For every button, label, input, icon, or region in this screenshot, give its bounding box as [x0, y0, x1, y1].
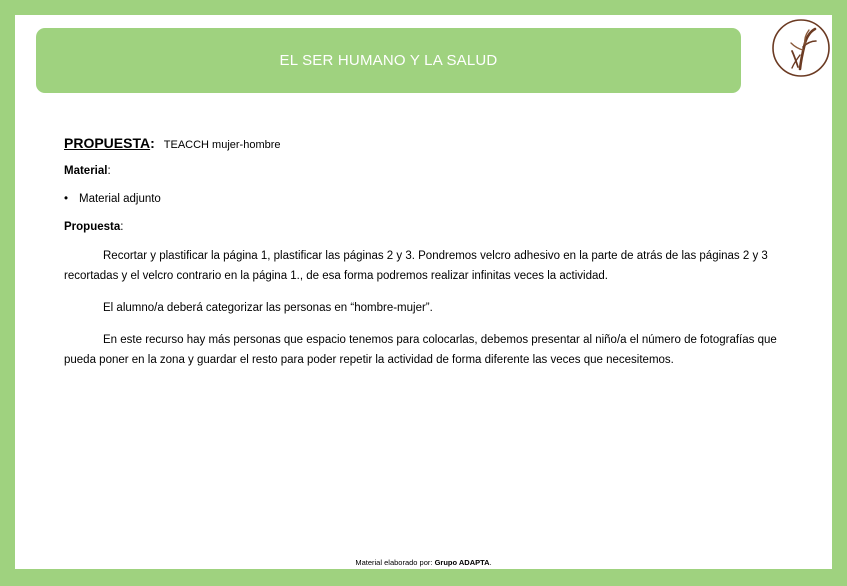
material-item: Material adjunto	[79, 193, 161, 205]
dancer-logo-icon	[770, 17, 832, 79]
footer-credit	[15, 558, 832, 567]
title-banner	[36, 28, 741, 93]
list-item	[64, 193, 804, 205]
document-body	[64, 135, 804, 370]
document-page	[15, 15, 832, 569]
material-label-colon: :	[107, 165, 111, 177]
instructions-label-colon: :	[120, 221, 124, 233]
proposal-heading-row	[64, 135, 804, 151]
bullet-icon: •	[64, 193, 69, 205]
instructions-label-row	[64, 221, 804, 233]
footer-suffix: .	[489, 558, 492, 567]
material-label-row	[64, 165, 804, 177]
instruction-paragraph-2: El alumno/a deberá categorizar las personas en “hombre-mujer”.	[103, 302, 433, 314]
proposal-heading: PROPUESTA	[64, 135, 151, 151]
instructions-label: Propuesta	[64, 221, 121, 233]
page-title: EL SER HUMANO Y LA SALUD	[279, 52, 498, 69]
instruction-paragraph-1: Recortar y plastificar la página 1, plastificar las páginas 2 y 3. Pondremos velcro adhesivo en la parte de atrás de las páginas 2 y 3 recortadas y el velcro contrario en la página 1., de esa forma podremos realizar infinitas veces la actividad.	[64, 250, 768, 282]
footer-author: Grupo ADAPTA	[434, 558, 490, 567]
footer-prefix: Material elaborado por:	[355, 558, 435, 567]
material-label: Material	[64, 165, 108, 177]
instruction-paragraph-3: En este recurso hay más personas que espacio tenemos para colocarlas, debemos presentar al niño/a el número de fotografías que pueda poner en la zona y guardar el resto para poder repetir la actividad de forma diferente las veces que necesitemos.	[64, 334, 777, 366]
proposal-subtitle: TEACCH mujer-hombre	[163, 139, 281, 151]
proposal-heading-colon: :	[150, 135, 155, 151]
